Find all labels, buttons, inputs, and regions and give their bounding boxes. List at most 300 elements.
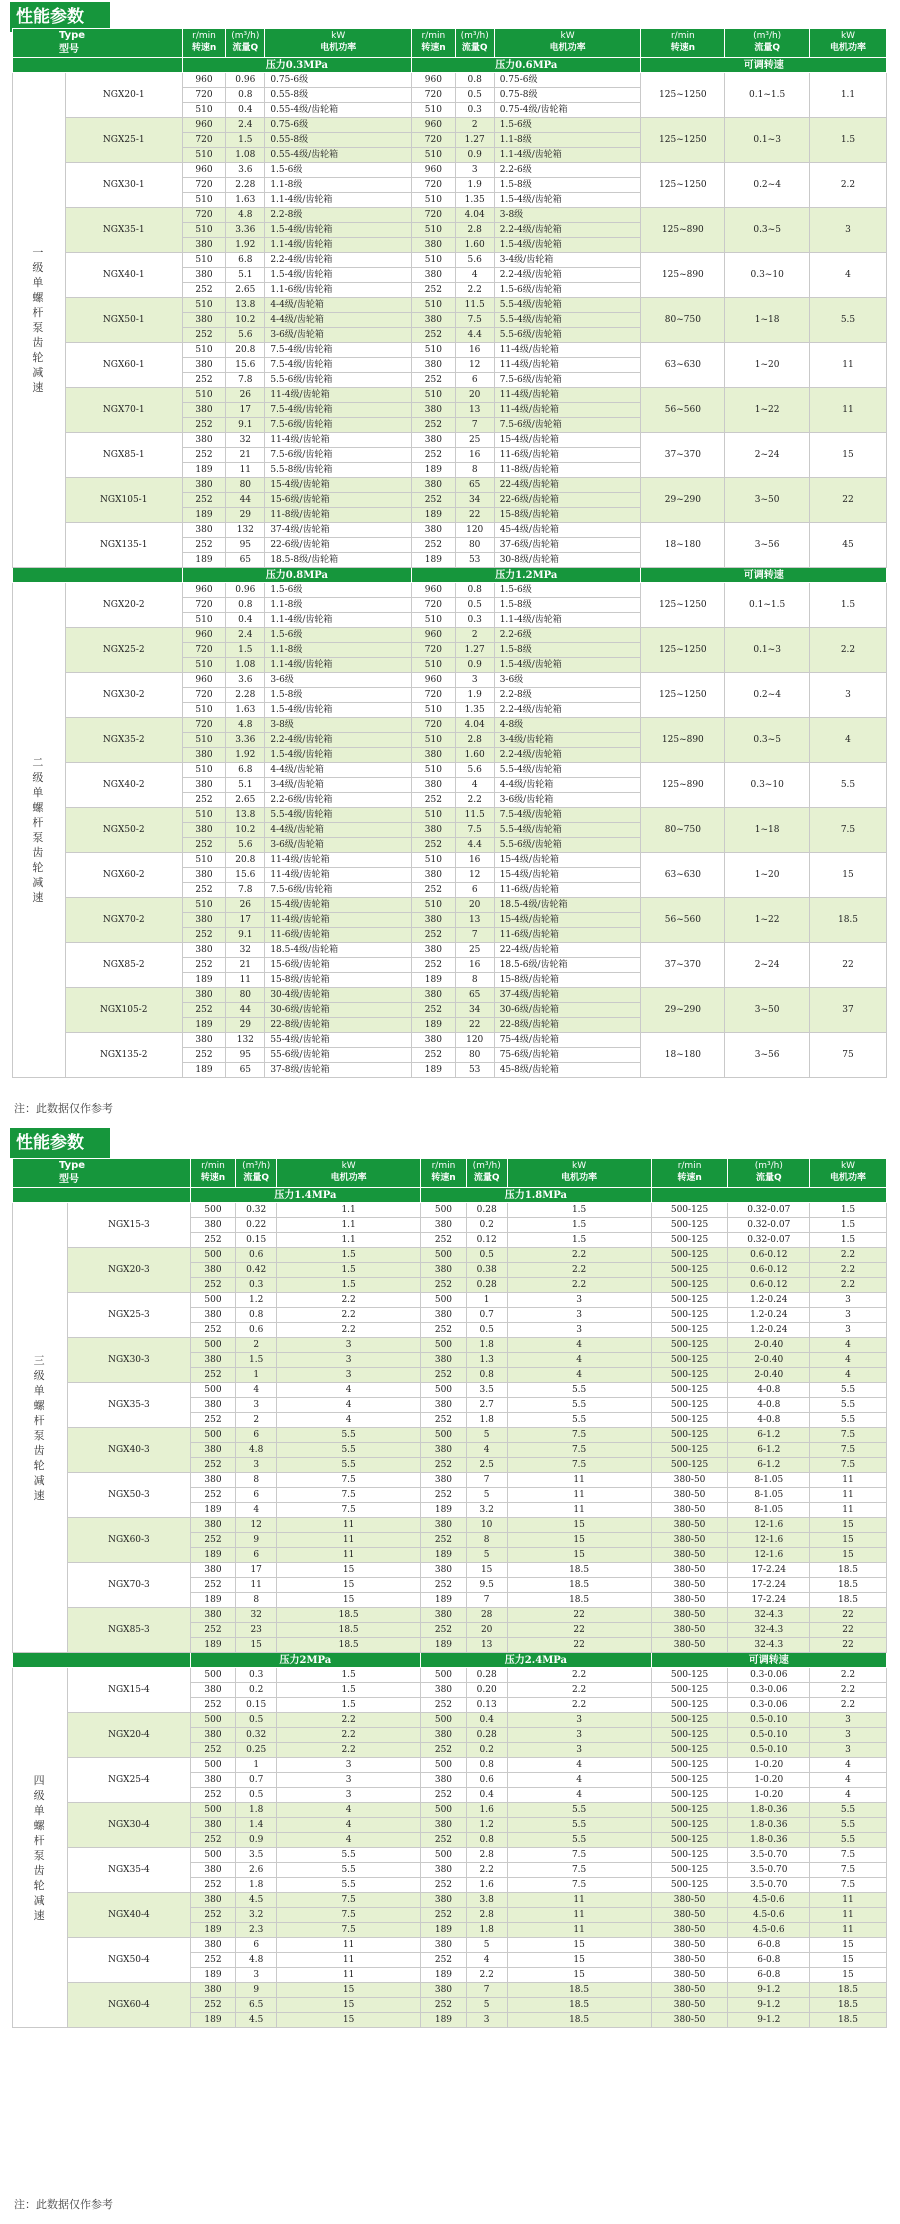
adjustable-flow: 0.1~1.5 — [725, 73, 810, 118]
cell-value: 4.8 — [236, 1953, 277, 1968]
cell-value: 26 — [226, 898, 265, 913]
table-row — [13, 163, 887, 178]
cell-value: 380 — [421, 1353, 467, 1368]
power-header — [810, 1159, 887, 1188]
cell-value: 380 — [190, 1983, 236, 1998]
cell-value: 7.5-4级/齿轮箱 — [494, 808, 641, 823]
cell-value: 4.5 — [236, 2013, 277, 2028]
cell-value: 7 — [455, 418, 494, 433]
table-row — [13, 388, 887, 403]
cell-value: 1 — [236, 1368, 277, 1383]
table-row — [13, 433, 887, 448]
cell-value: 2.2 — [507, 1698, 651, 1713]
cell-value: 1.5-6级 — [265, 163, 412, 178]
cell-value: 4.4 — [455, 328, 494, 343]
cell-value: 5.5-6级/齿轮箱 — [494, 838, 641, 853]
cell-value: 0.2 — [236, 1683, 277, 1698]
power-icon: kW — [840, 1161, 856, 1171]
cell-value: 510 — [412, 733, 456, 748]
cell-value: 15 — [277, 1578, 421, 1593]
adjustable-power: 4 — [810, 253, 887, 298]
cell-value: 500-125 — [651, 1368, 728, 1383]
model-name: NGX30-3 — [68, 1338, 190, 1383]
model-name: NGX85-2 — [65, 943, 182, 988]
type-header — [13, 1159, 191, 1188]
cell-value: 8 — [455, 463, 494, 478]
cell-value: 252 — [412, 538, 456, 553]
cell-value: 5.6 — [226, 838, 265, 853]
cell-value: 1.5 — [277, 1698, 421, 1713]
cell-value: 80 — [226, 478, 265, 493]
cell-value: 0.3-0.06 — [728, 1683, 810, 1698]
cell-value: 25 — [455, 433, 494, 448]
cell-value: 55-6级/齿轮箱 — [265, 1048, 412, 1063]
cell-value: 720 — [412, 718, 456, 733]
cell-value: 500 — [421, 1383, 467, 1398]
cell-value: 0.28 — [466, 1278, 507, 1293]
cell-value: 13.8 — [226, 808, 265, 823]
cell-value: 5.5 — [277, 1443, 421, 1458]
cell-value: 7.5 — [810, 1443, 887, 1458]
cell-value: 0.5-0.10 — [728, 1728, 810, 1743]
table-row — [13, 1248, 887, 1263]
footnote: 注：此数据仅作参考 — [14, 1102, 113, 1115]
cell-value: 4.5-0.6 — [728, 1893, 810, 1908]
model-name: NGX30-4 — [68, 1803, 190, 1848]
cell-value: 2.2-4级/齿轮箱 — [265, 253, 412, 268]
cell-value: 2-0.40 — [728, 1353, 810, 1368]
adjustable-power: 2.2 — [810, 163, 887, 208]
model-name: NGX60-2 — [65, 853, 182, 898]
cell-value: 189 — [412, 553, 456, 568]
cell-value: 1.5 — [277, 1668, 421, 1683]
cell-value: 3 — [277, 1788, 421, 1803]
cell-value: 11 — [507, 1893, 651, 1908]
cell-value: 7.5-4级/齿轮箱 — [265, 358, 412, 373]
cell-value: 15-4级/齿轮箱 — [494, 433, 641, 448]
cell-value: 252 — [190, 1488, 236, 1503]
flow-icon: (m³/h) — [242, 1161, 271, 1171]
cell-value: 17 — [226, 403, 265, 418]
cell-value: 1 — [466, 1293, 507, 1308]
cell-value: 380 — [190, 1818, 236, 1833]
cell-value: 7.5 — [810, 1428, 887, 1443]
cell-value: 4 — [810, 1773, 887, 1788]
cell-value: 189 — [412, 463, 456, 478]
model-name: NGX105-2 — [65, 988, 182, 1033]
cell-value: 16 — [455, 853, 494, 868]
cell-value: 510 — [182, 103, 226, 118]
cell-value: 3-6级 — [494, 673, 641, 688]
cell-value: 500-125 — [651, 1773, 728, 1788]
cell-value: 380 — [190, 1263, 236, 1278]
cell-value: 3 — [466, 2013, 507, 2028]
model-name: NGX135-1 — [65, 523, 182, 568]
cell-value: 2.2 — [810, 1248, 887, 1263]
cell-value: 3.5 — [466, 1383, 507, 1398]
adjustable-power: 5.5 — [810, 763, 887, 808]
cell-value: 5.5-4级/齿轮箱 — [494, 763, 641, 778]
cell-value: 510 — [182, 343, 226, 358]
cell-value: 22-6级/齿轮箱 — [265, 538, 412, 553]
cell-value: 720 — [412, 688, 456, 703]
table-row — [13, 73, 887, 88]
cell-value: 252 — [412, 1048, 456, 1063]
pressure-b-label: 压力1.2MPa — [412, 568, 641, 583]
cell-value: 3 — [236, 1458, 277, 1473]
cell-value: 11 — [810, 1488, 887, 1503]
cell-value: 7.5 — [277, 1503, 421, 1518]
flow-header — [725, 29, 810, 58]
table-row — [13, 1803, 887, 1818]
type-header — [13, 29, 183, 58]
cell-value: 252 — [190, 1743, 236, 1758]
adjustable-power: 5.5 — [810, 298, 887, 343]
model-name: NGX70-3 — [68, 1563, 190, 1608]
cell-value: 11-4级/齿轮箱 — [265, 433, 412, 448]
cell-value: 45-4级/齿轮箱 — [494, 523, 641, 538]
cell-value: 1.5-4级/齿轮箱 — [494, 658, 641, 673]
cell-value: 380 — [421, 1938, 467, 1953]
adjustable-speed: 125~890 — [641, 208, 725, 253]
cell-value: 0.55-8级 — [265, 133, 412, 148]
cell-value: 3.2 — [236, 1908, 277, 1923]
group-label-char: 泵 — [33, 1428, 47, 1442]
cell-value: 380 — [190, 1938, 236, 1953]
group-label-char: 单 — [32, 786, 46, 799]
cell-value: 380 — [190, 1683, 236, 1698]
cell-value: 1.5-4级/齿轮箱 — [494, 193, 641, 208]
cell-value: 720 — [182, 88, 226, 103]
cell-value: 0.3 — [455, 103, 494, 118]
cell-value: 3 — [810, 1713, 887, 1728]
cell-value: 6 — [236, 1938, 277, 1953]
cell-value: 500 — [421, 1428, 467, 1443]
adjustable-speed: 125~1250 — [641, 163, 725, 208]
cell-value: 510 — [182, 898, 226, 913]
cell-value: 1.1-4级/齿轮箱 — [494, 148, 641, 163]
adjustable-flow: 0.3~5 — [725, 208, 810, 253]
group-label — [13, 1668, 68, 2028]
cell-value: 510 — [412, 388, 456, 403]
cell-value: 2.2 — [810, 1698, 887, 1713]
pressure-a-label: 压力2MPa — [190, 1653, 420, 1668]
cell-value: 44 — [226, 493, 265, 508]
cell-value: 1.1-6级/齿轮箱 — [265, 283, 412, 298]
cell-value: 0.5 — [455, 598, 494, 613]
cell-value: 2.2 — [507, 1248, 651, 1263]
cell-value: 132 — [226, 523, 265, 538]
cell-value: 252 — [412, 418, 456, 433]
pressure-a-label: 压力0.3MPa — [182, 58, 411, 73]
cell-value: 380 — [182, 1033, 226, 1048]
cell-value: 380 — [190, 1218, 236, 1233]
cell-value: 5.5 — [277, 1848, 421, 1863]
speed-label: 转速n — [200, 1173, 226, 1183]
cell-value: 0.42 — [236, 1263, 277, 1278]
cell-value: 500 — [421, 1803, 467, 1818]
cell-value: 1.1-4级/齿轮箱 — [265, 613, 412, 628]
footnote: 注：此数据仅作参考 — [14, 2198, 113, 2211]
cell-value: 22-8级/齿轮箱 — [265, 1018, 412, 1033]
group-label-char: 杆 — [32, 816, 46, 829]
cell-value: 500-125 — [651, 1233, 728, 1248]
cell-value: 0.28 — [466, 1728, 507, 1743]
adjustable-flow: 1~20 — [725, 343, 810, 388]
cell-value: 1.5-4级/齿轮箱 — [265, 223, 412, 238]
group-label-char: 齿 — [32, 846, 46, 859]
cell-value: 252 — [190, 1233, 236, 1248]
cell-value: 189 — [190, 1593, 236, 1608]
cell-value: 2.2 — [810, 1263, 887, 1278]
cell-value: 32-4.3 — [728, 1623, 810, 1638]
cell-value: 75-4级/齿轮箱 — [494, 1033, 641, 1048]
cell-value: 7.5 — [277, 1893, 421, 1908]
cell-value: 5.5 — [810, 1413, 887, 1428]
model-name: NGX40-2 — [65, 763, 182, 808]
adjustable-speed: 18~180 — [641, 523, 725, 568]
cell-value: 189 — [421, 1923, 467, 1938]
cell-value: 510 — [182, 853, 226, 868]
cell-value: 1.5 — [810, 1233, 887, 1248]
cell-value: 120 — [455, 1033, 494, 1048]
cell-value: 7 — [466, 1473, 507, 1488]
adjustable-power: 15 — [810, 853, 887, 898]
cell-value: 16 — [455, 448, 494, 463]
cell-value: 380 — [412, 268, 456, 283]
model-name: NGX105-1 — [65, 478, 182, 523]
model-name: NGX15-3 — [68, 1203, 190, 1248]
cell-value: 510 — [182, 658, 226, 673]
cell-value: 252 — [182, 328, 226, 343]
group-label-char: 轮 — [32, 861, 46, 874]
flow-icon: (m³/h) — [753, 31, 782, 41]
cell-value: 252 — [182, 793, 226, 808]
adjustable-power: 15 — [810, 433, 887, 478]
group-label-char: 轮 — [33, 1878, 47, 1892]
cell-value: 510 — [182, 703, 226, 718]
cell-value: 2.3 — [236, 1923, 277, 1938]
cell-value: 15 — [810, 1953, 887, 1968]
cell-value: 11 — [277, 1518, 421, 1533]
cell-value: 4-4级/齿轮箱 — [494, 778, 641, 793]
power-icon: kW — [331, 31, 346, 41]
cell-value: 380 — [190, 1518, 236, 1533]
flow-label: 流量Q — [755, 1173, 782, 1183]
cell-value: 189 — [421, 2013, 467, 2028]
adjustable-speed: 37~370 — [641, 943, 725, 988]
cell-value: 11.5 — [455, 808, 494, 823]
cell-value: 500-125 — [651, 1818, 728, 1833]
cell-value: 4 — [277, 1833, 421, 1848]
cell-value: 15-8级/齿轮箱 — [494, 973, 641, 988]
cell-value: 380-50 — [651, 1968, 728, 1983]
cell-value: 15 — [277, 2013, 421, 2028]
cell-value: 0.8 — [466, 1758, 507, 1773]
cell-value: 7.5-4级/齿轮箱 — [265, 403, 412, 418]
cell-value: 380 — [421, 1608, 467, 1623]
table-row — [13, 1668, 887, 1683]
cell-value: 12 — [455, 358, 494, 373]
cell-value: 4 — [466, 1953, 507, 1968]
group-label-char: 螺 — [33, 1818, 47, 1832]
pressure-a-label: 压力0.8MPa — [182, 568, 411, 583]
cell-value: 1.8-0.36 — [728, 1833, 810, 1848]
cell-value: 1.5 — [507, 1203, 651, 1218]
cell-value: 2.65 — [226, 793, 265, 808]
cell-value: 1.5-8级 — [494, 598, 641, 613]
cell-value: 11-4级/齿轮箱 — [265, 868, 412, 883]
cell-value: 15-8级/齿轮箱 — [265, 973, 412, 988]
cell-value: 380-50 — [651, 1473, 728, 1488]
cell-value: 1.5-6级 — [494, 118, 641, 133]
cell-value: 4 — [455, 268, 494, 283]
cell-value: 510 — [182, 613, 226, 628]
cell-value: 18.5-8级/齿轮箱 — [265, 553, 412, 568]
cell-value: 5.1 — [226, 778, 265, 793]
table-row — [13, 1293, 887, 1308]
cell-value: 4 — [507, 1758, 651, 1773]
cell-value: 3 — [277, 1338, 421, 1353]
model-name: NGX70-2 — [65, 898, 182, 943]
flow-header — [455, 29, 494, 58]
cell-value: 1.5-4级/齿轮箱 — [265, 748, 412, 763]
cell-value: 189 — [412, 1018, 456, 1033]
cell-value: 500-125 — [651, 1323, 728, 1338]
cell-value: 500-125 — [651, 1728, 728, 1743]
cell-value: 500-125 — [651, 1803, 728, 1818]
pressure-row — [13, 1188, 887, 1203]
cell-value: 8 — [466, 1533, 507, 1548]
speed-label: 转速n — [677, 1173, 702, 1183]
cell-value: 4 — [236, 1503, 277, 1518]
cell-value: 7 — [466, 1593, 507, 1608]
cell-value: 8 — [455, 973, 494, 988]
cell-value: 2.4 — [226, 628, 265, 643]
cell-value: 7.5 — [277, 1488, 421, 1503]
cell-value: 53 — [455, 553, 494, 568]
cell-value: 1.5 — [507, 1218, 651, 1233]
cell-value: 510 — [412, 658, 456, 673]
cell-value: 380-50 — [651, 1548, 728, 1563]
cell-value: 9-1.2 — [728, 1983, 810, 1998]
cell-value: 380-50 — [651, 1623, 728, 1638]
cell-value: 380 — [421, 1773, 467, 1788]
cell-value: 189 — [421, 1548, 467, 1563]
cell-value: 22 — [810, 1623, 887, 1638]
cell-value: 380 — [412, 778, 456, 793]
cell-value: 8-1.05 — [728, 1503, 810, 1518]
model-name: NGX25-1 — [65, 118, 182, 163]
cell-value: 15 — [277, 1998, 421, 2013]
cell-value: 6 — [236, 1428, 277, 1443]
cell-value: 4-0.8 — [728, 1383, 810, 1398]
model-name: NGX60-4 — [68, 1983, 190, 2028]
table-row — [13, 208, 887, 223]
cell-value: 0.4 — [466, 1713, 507, 1728]
cell-value: 2.2 — [507, 1278, 651, 1293]
cell-value: 1.63 — [226, 193, 265, 208]
cell-value: 1.35 — [455, 703, 494, 718]
flow-icon: (m³/h) — [472, 1161, 501, 1171]
cell-value: 380 — [412, 988, 456, 1003]
model-name: NGX60-1 — [65, 343, 182, 388]
group-label-char: 速 — [32, 381, 46, 394]
cell-value: 18.5 — [810, 1998, 887, 2013]
cell-value: 500-125 — [651, 1278, 728, 1293]
cell-value: 5 — [466, 1428, 507, 1443]
cell-value: 2.8 — [466, 1908, 507, 1923]
adjustable-flow: 0.1~3 — [725, 118, 810, 163]
adjustable-speed: 56~560 — [641, 898, 725, 943]
cell-value: 720 — [182, 178, 226, 193]
cell-value: 1.5 — [277, 1683, 421, 1698]
cell-value: 15 — [810, 1533, 887, 1548]
cell-value: 4 — [277, 1803, 421, 1818]
cell-value: 720 — [182, 643, 226, 658]
cell-value: 0.32-0.07 — [728, 1203, 810, 1218]
cell-value: 252 — [190, 1533, 236, 1548]
group-label-char: 杆 — [33, 1413, 47, 1427]
cell-value: 252 — [182, 1048, 226, 1063]
speed-header — [412, 29, 456, 58]
cell-value: 3-6级/齿轮箱 — [494, 793, 641, 808]
adjustable-flow: 1~22 — [725, 388, 810, 433]
cell-value: 500 — [421, 1248, 467, 1263]
cell-value: 7.5 — [810, 1878, 887, 1893]
adjustable-flow: 1~20 — [725, 853, 810, 898]
cell-value: 1.2 — [236, 1293, 277, 1308]
cell-value: 120 — [455, 523, 494, 538]
cell-value: 3 — [277, 1758, 421, 1773]
cell-value: 7.5-6级/齿轮箱 — [265, 448, 412, 463]
cell-value: 18.5 — [810, 1563, 887, 1578]
adjustable-speed: 63~630 — [641, 853, 725, 898]
cell-value: 252 — [182, 493, 226, 508]
cell-value: 0.5-0.10 — [728, 1713, 810, 1728]
group-label-char: 减 — [32, 876, 46, 889]
group-label-char: 杆 — [32, 306, 46, 319]
table-row — [13, 1848, 887, 1863]
group-label-char: 四 — [33, 1773, 47, 1787]
cell-value: 0.8 — [236, 1308, 277, 1323]
cell-value: 380 — [182, 403, 226, 418]
cell-value: 18.5 — [507, 1563, 651, 1578]
cell-value: 2.2 — [455, 793, 494, 808]
cell-value: 1.8 — [466, 1338, 507, 1353]
adjustable-flow: 3~56 — [725, 1033, 810, 1078]
cell-value: 7.5 — [810, 1458, 887, 1473]
cell-value: 2.2-8级 — [265, 208, 412, 223]
cell-value: 2.8 — [455, 733, 494, 748]
flow-label: 流量Q — [473, 1173, 500, 1183]
group-label-char: 一 — [32, 246, 46, 259]
cell-value: 4.8 — [226, 208, 265, 223]
cell-value: 9 — [236, 1983, 277, 1998]
cell-value: 5.5 — [277, 1878, 421, 1893]
cell-value: 32-4.3 — [728, 1608, 810, 1623]
cell-value: 189 — [190, 1638, 236, 1653]
cell-value: 510 — [182, 388, 226, 403]
cell-value: 252 — [190, 1458, 236, 1473]
cell-value: 22-4级/齿轮箱 — [494, 943, 641, 958]
cell-value: 15 — [810, 1518, 887, 1533]
table-row — [13, 853, 887, 868]
cell-value: 20.8 — [226, 853, 265, 868]
cell-value: 510 — [412, 223, 456, 238]
cell-value: 0.5 — [236, 1788, 277, 1803]
cell-value: 500-125 — [651, 1878, 728, 1893]
